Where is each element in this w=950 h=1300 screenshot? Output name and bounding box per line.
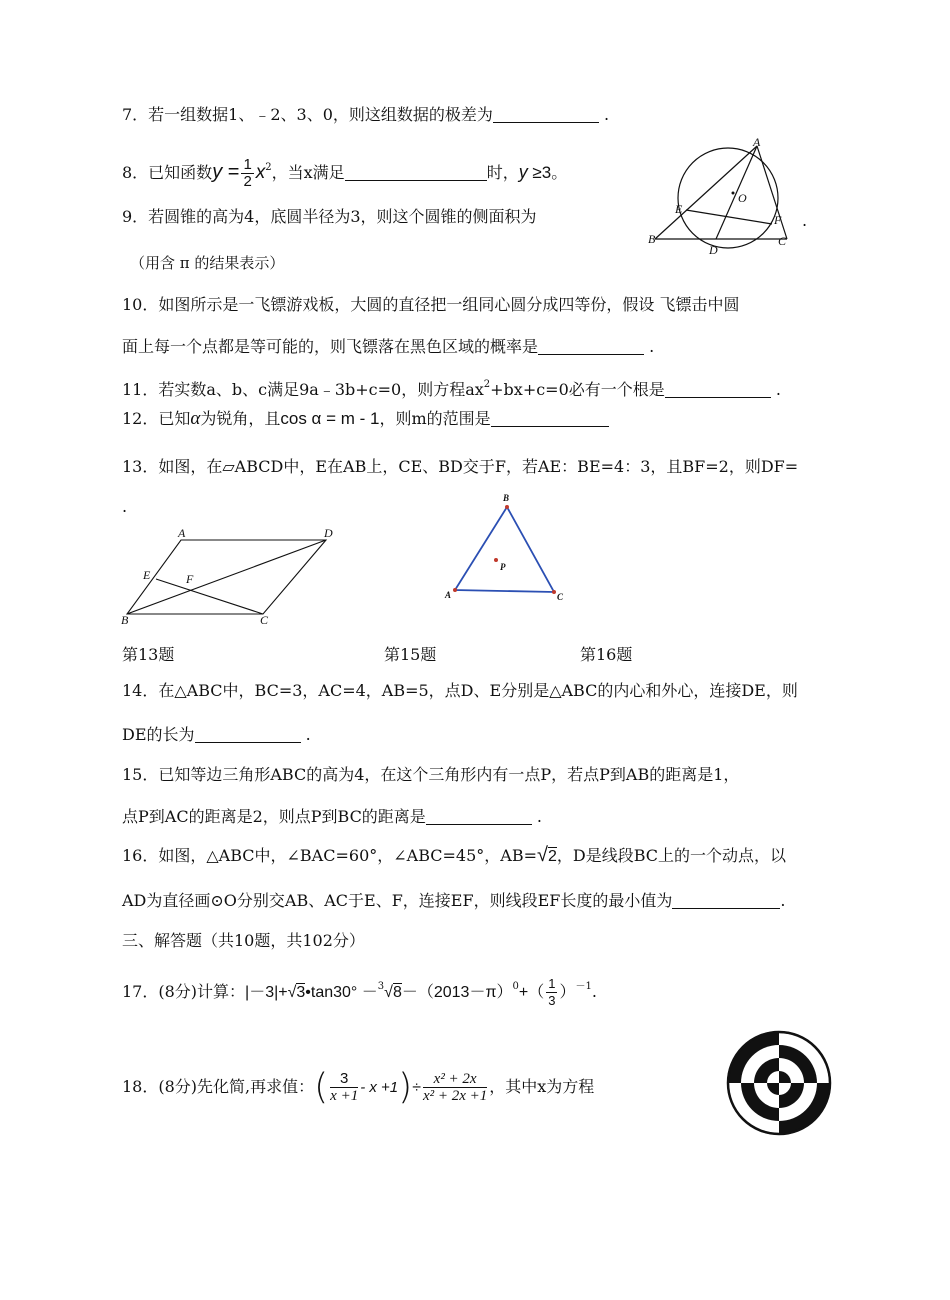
para-label-d: D [324,526,333,540]
q11-sup: 2 [483,379,491,390]
circle-label-e: E [675,202,683,216]
circle-label-d: D [709,243,718,257]
q8-end: 。 [551,163,568,182]
question-7 [122,104,609,126]
triangle-figure [440,490,580,606]
q12-pre: 12．已知 [122,409,191,428]
para-label-e: E [143,568,151,582]
question-14-line2 [122,724,311,746]
q17-num: 1 [548,976,556,991]
q11-post: +bx+c=0必有一个根是 [490,380,665,399]
question-16-line1 [122,844,786,868]
question-13-line1: 13．如图，在▱ABCD中，E在AB上，CE、BD交于F，若AE：BE=4：3，且BF=2，则DF= [122,457,799,476]
circle-label-f: F [774,213,782,227]
tri-label-a: A [445,590,452,600]
question-8 [122,150,568,190]
q11-end: . [775,380,781,399]
q16-text: AD为直径画⊙O分别交AB、AC于E、F，连接EF，则线段EF长度的最小值为 [122,891,673,910]
q18-d: x² + 2x [423,1071,487,1088]
q17-plus: +（ [518,984,545,1001]
q14-end: . [305,725,311,744]
q15-text: 点P到AC的距离是2，则点P到BC的距离是 [122,807,426,826]
tri-label-c: C [557,592,564,602]
q18-pre: 18．(8分)先化简,再求值： [122,1077,315,1096]
q9-text: 9．若圆锥的高为4，底圆半径为3，则这个圆锥的侧面积为 [122,207,537,226]
q17-close: ） [559,984,576,1001]
q17-fraction [546,976,557,1009]
q18-paren-close: ) [398,1066,413,1108]
q17-zero-exp: 0 [512,981,519,992]
answer-blank-12[interactable] [491,410,609,427]
q17-tan: •tan30° － [305,984,378,1001]
q18-frac1 [330,1071,358,1104]
q9-note: （用含 π 的结果表示） [130,254,285,272]
question-12 [122,408,609,430]
circle-label-c: C [778,234,787,248]
q17-neg-exp: －1 [575,981,592,992]
q11-pre: 11．若实数a、b、c满足9a﹣3b+c=0，则方程ax [122,380,484,399]
q8-eq: = [222,161,240,183]
q17-pre: 17．(8分)计算： [122,982,246,1001]
q8-mid: ，当x满足 [271,163,345,182]
q16-sqrt-sign: √ [537,844,548,866]
q17-sqrt3: 3 [296,984,306,1001]
caption-16: 第16题 [580,645,633,664]
q18-b: x +1 [330,1088,359,1104]
q16-end: . [780,891,786,910]
para-label-b: B [121,613,129,627]
question-9 [122,206,537,228]
q18-post: ，其中x为方程 [489,1077,595,1096]
para-label-f: F [186,572,194,586]
answer-blank-7[interactable] [493,106,599,123]
q18-paren-open: ( [314,1066,329,1108]
q7-end: . [604,105,610,124]
tri-label-b: B [503,493,510,503]
q16-sqrt-value: 2 [547,848,557,865]
q12-alpha: α [190,408,201,429]
question-18 [122,1060,594,1114]
para-label-c: C [260,613,269,627]
q8-x: x [255,162,266,183]
answer-blank-8[interactable] [345,164,487,181]
circle-figure-q16 [645,136,795,260]
q18-div: ÷ [412,1079,421,1096]
question-11 [122,374,781,401]
q12-post: ，则m的范围是 [379,409,491,428]
q7-text: 7．若一组数据1、﹣2、3、0，则这组数据的极差为 [122,105,493,124]
q14-text: DE的长为 [122,725,195,744]
question-15-line1: 15．已知等边三角形ABC的高为4，在这个三角形内有一点P，若点P到AB的距离是1， [122,765,740,784]
q18-c: - x +1 [360,1079,399,1096]
question-17 [122,976,597,1009]
q12-formula: cos α = m - 1 [280,409,380,428]
answer-blank-16[interactable] [672,892,780,909]
q12-mid: 为锐角，且 [200,409,281,428]
q8-sq: 2 [265,162,272,173]
q17-mid: －（2013－π） [401,984,513,1001]
q17-end: . [591,982,597,1001]
q9-end: . [802,211,808,230]
circle-label-o: O [738,191,747,205]
q17-sqrt-sign: √ [287,984,297,1001]
answer-blank-10[interactable] [538,338,644,355]
para-label-a: A [178,526,186,540]
q8-num: 1 [243,156,252,173]
parallelogram-figure [118,524,348,632]
q10-text: 面上每一个点都是等可能的，则飞镖落在黑色区域的概率是 [122,337,539,356]
q17-cube-index: 3 [377,981,385,992]
answer-blank-14[interactable] [195,726,301,743]
section-3-heading: 三、解答题（共10题，共102分） [122,931,365,950]
q18-e: x² + 2x +1 [422,1088,488,1104]
question-14-line1: 14．在△ABC中，BC=3，AC=4，AB=5，点D、E分别是△ABC的内心和外心，连接DE，则 [122,681,798,700]
question-10-line2 [122,336,654,358]
dartboard-figure [726,1030,832,1136]
q16-pre: 16．如图，△ABC中，∠BAC=60°，∠ABC=45°，AB= [122,846,537,865]
q17-abs: |－3|+ [245,984,288,1001]
circle-label-b: B [648,232,656,246]
q8-y2: y [518,162,528,182]
question-10-line1: 10．如图所示是一飞镖游戏板，大圆的直径把一组同心圆分成四等份，假设 飞镖击中圆 [122,295,740,314]
caption-13: 第13题 [122,645,175,664]
q17-cbrt-sign: √ [384,984,393,1001]
q15-end: . [536,807,542,826]
q17-den: 3 [548,993,556,1008]
q17-cbrt8: 8 [392,984,402,1001]
tri-label-p: P [500,562,506,572]
q8-ge: ≥3 [527,163,552,182]
circle-label-a: A [753,136,761,149]
question-15-line2 [122,806,542,828]
answer-blank-11[interactable] [665,381,771,398]
q8-y: y [212,161,223,183]
answer-blank-15[interactable] [426,808,532,825]
q18-a: 3 [330,1071,358,1088]
caption-15: 第15题 [384,645,437,664]
q8-when: 时， [486,163,519,182]
question-13-line2: . [122,497,128,516]
q18-frac2 [423,1071,487,1104]
q8-fraction [241,157,253,190]
q16-post: ，D是线段BC上的一个动点，以 [556,846,787,865]
question-16-line2 [122,890,785,912]
q10-end: . [649,337,655,356]
q8-pre: 8．已知函数 [122,163,213,182]
q8-den: 2 [243,173,252,190]
